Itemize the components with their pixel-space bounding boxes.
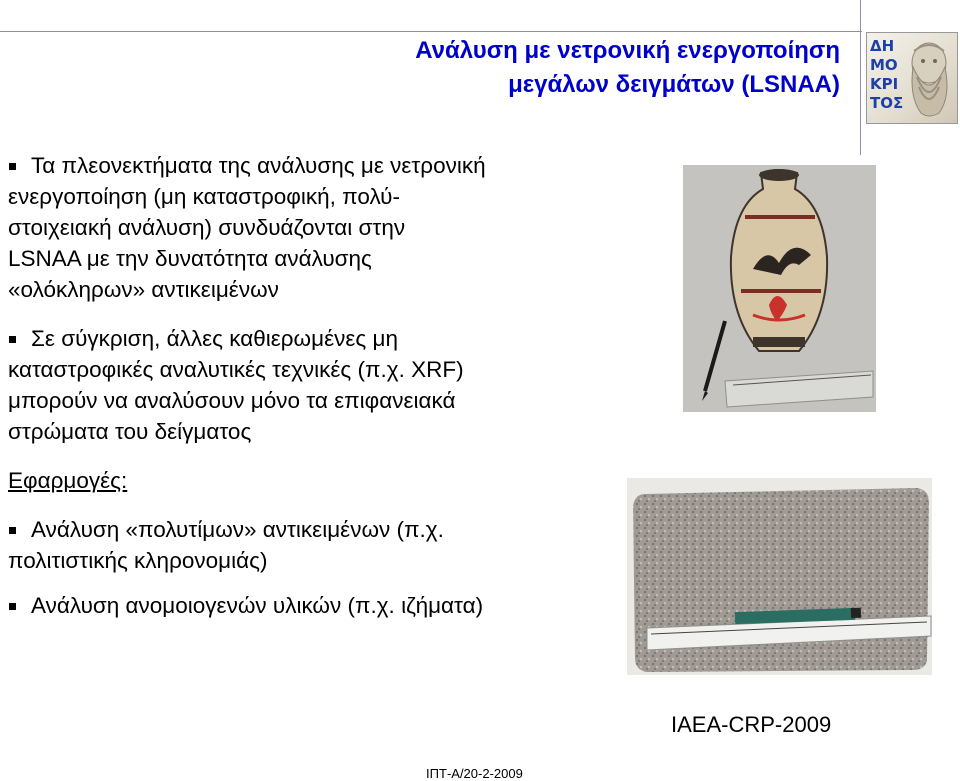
bullet-line: καταστροφικές αναλυτικές τεχνικές (π.χ. XRF) bbox=[8, 357, 464, 382]
bullet-comparison bbox=[8, 323, 648, 447]
spacer bbox=[8, 305, 648, 323]
bullet-line: Τα πλεονεκτήματα της ανάλυσης με νετρονική bbox=[31, 153, 486, 178]
bullet-heterogeneous-materials bbox=[8, 590, 648, 621]
document-code: ΙΠΤ-Α/20-2-2009 bbox=[426, 766, 523, 781]
applications-heading: Εφαρμογές: bbox=[8, 468, 128, 493]
slide-body bbox=[8, 150, 648, 621]
logo-line-4: ΤΟΣ bbox=[870, 94, 904, 112]
bullet-line: Ανάλυση «πολυτίμων» αντικειμένων (π.χ. bbox=[31, 517, 444, 542]
vase-illustration bbox=[683, 165, 876, 412]
bullet-square-icon bbox=[9, 527, 16, 534]
bullet-line: Σε σύγκριση, άλλες καθιερωμένες μη bbox=[31, 326, 398, 351]
title-line-2: μεγάλων δειγμάτων (LSNAA) bbox=[508, 71, 840, 98]
bullet-line: στοιχειακή ανάλυση) συνδυάζονται στην bbox=[8, 215, 406, 240]
spacer bbox=[8, 496, 648, 514]
democritus-logo bbox=[866, 32, 958, 124]
bullet-precious-objects bbox=[8, 514, 648, 576]
title-line-1: Ανάλυση με νετρονική ενεργοποίηση bbox=[415, 37, 840, 64]
bullet-line: LSNAA με την δυνατότητα ανάλυσης bbox=[8, 246, 372, 271]
bullet-line: Ανάλυση ανομοιογενών υλικών (π.χ. ιζήματα) bbox=[31, 593, 484, 618]
sediment-illustration bbox=[627, 478, 932, 675]
bullet-square-icon bbox=[9, 336, 16, 343]
bullet-line: μπορούν να αναλύσουν μόνο τα επιφανειακά bbox=[8, 388, 456, 413]
democritus-bust-icon bbox=[899, 37, 955, 121]
project-label: IAEA-CRP-2009 bbox=[671, 712, 832, 737]
bullet-line: στρώματα του δείγματος bbox=[8, 419, 252, 444]
bullet-line: «ολόκληρων» αντικειμένων bbox=[8, 277, 279, 302]
bullet-line: ενεργοποίηση (μη καταστροφική, πολύ- bbox=[8, 184, 400, 209]
bullet-square-icon bbox=[9, 603, 16, 610]
header-vertical-rule bbox=[860, 0, 861, 155]
spacer bbox=[8, 576, 648, 590]
vase-photo bbox=[683, 165, 876, 412]
bullet-square-icon bbox=[9, 163, 16, 170]
logo-line-2: ΜΟ bbox=[870, 56, 898, 74]
bullet-advantages bbox=[8, 150, 648, 305]
logo-line-3: ΚΡΙ bbox=[870, 75, 899, 93]
logo-line-1: ΔΗ bbox=[870, 37, 895, 55]
spacer bbox=[8, 447, 648, 465]
slide-title bbox=[280, 34, 840, 102]
header-rule bbox=[0, 31, 862, 32]
sediment-sample-photo bbox=[627, 478, 932, 675]
bullet-line: πολιτιστικής κληρονομιάς) bbox=[8, 548, 268, 573]
